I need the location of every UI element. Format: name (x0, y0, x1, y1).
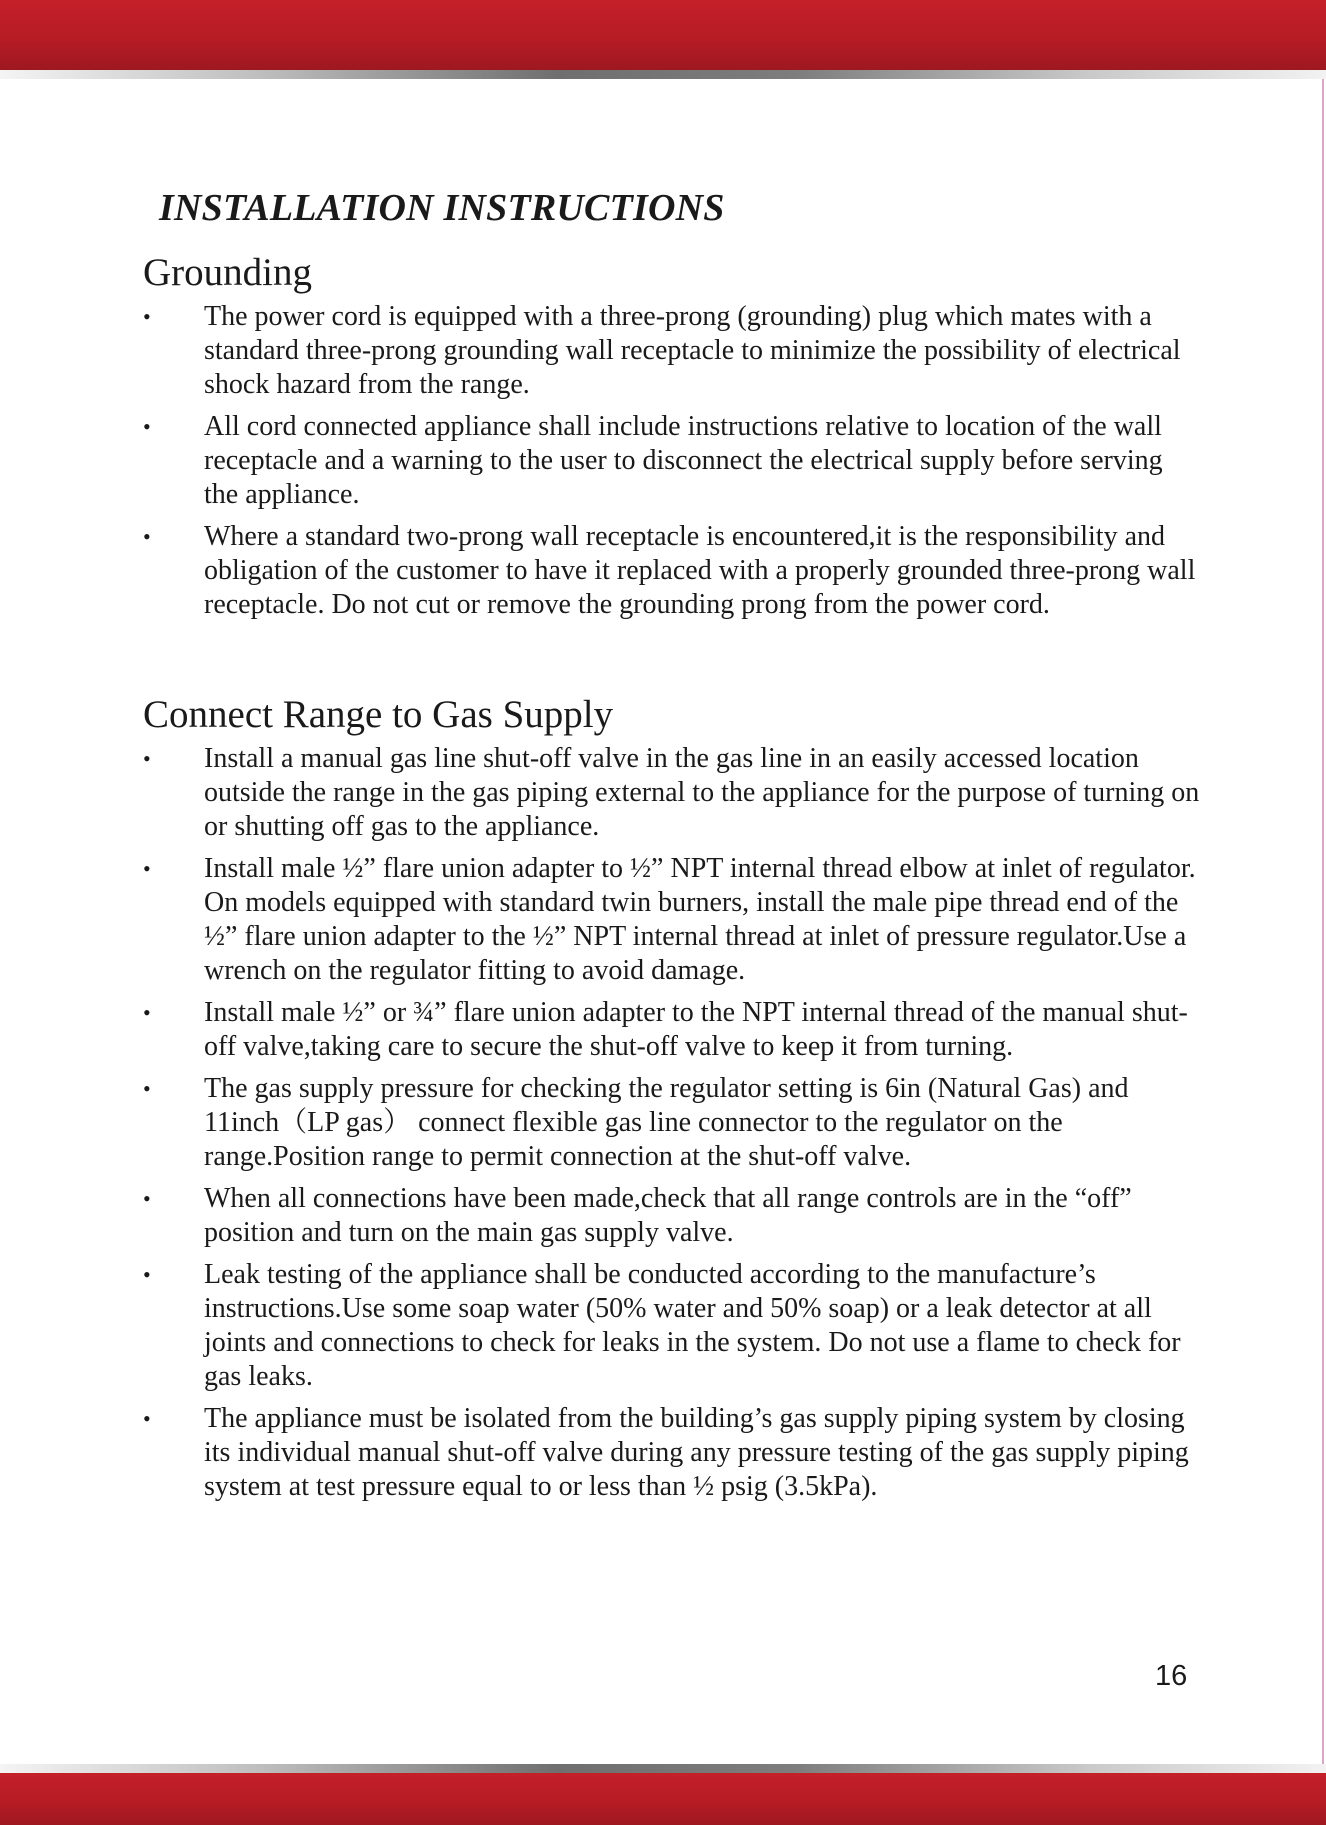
list-item (143, 1258, 1203, 1394)
list-item-text: All cord connected appliance shall include instructions relative to location of the wall receptacle and a warning to the user to disconnect the electrical supply before serving the appliance. (204, 411, 1163, 510)
header-rule (0, 70, 1326, 79)
list-item (143, 1182, 1203, 1250)
section-gas-supply (143, 688, 1203, 1504)
list-item-text: Leak testing of the appliance shall be conducted according to the manufacture’s instructions.Use some soap water (50% water and 50% soap) or a leak detector at all joints and connections to check for leaks in the system. Do not use a flame to check for gas leaks. (204, 1259, 1181, 1392)
bullet-marker: • (143, 1262, 151, 1287)
list-item-text: Install male ½” or ¾” flare union adapter to the NPT internal thread of the manual shut-off valve,taking care to secure the shut-off valve to keep it from turning. (204, 997, 1188, 1062)
list-item-text: When all connections have been made,check that all range controls are in the “off” position and turn on the main gas supply valve. (204, 1183, 1132, 1248)
bullet-marker: • (143, 1186, 151, 1211)
bullet-list (143, 742, 1203, 1504)
bullet-marker: • (143, 304, 151, 329)
list-item-text: The gas supply pressure for checking the regulator setting is 6in (Natural Gas) and 11inch（LP gas） connect flexible gas line connector to the regulator on the range.Position range to permit connection at the shut-off valve. (204, 1073, 1129, 1172)
bullet-marker: • (143, 1406, 151, 1431)
list-item (143, 300, 1203, 402)
page-edge (1322, 79, 1324, 1764)
list-item-text: Where a standard two-prong wall receptacle is encountered,it is the responsibility and obligation of the customer to have it replaced with a properly grounded three-prong wall receptacle. Do not cut or remove the grounding prong from the power cord. (204, 521, 1196, 620)
section-grounding (143, 246, 1203, 622)
list-item-text: Install a manual gas line shut-off valve in the gas line in an easily accessed location outside the range in the gas piping external to the appliance for the purpose of turning on or shutting off gas to the appliance. (204, 743, 1200, 842)
bullet-marker: • (143, 414, 151, 439)
bullet-marker: • (143, 524, 151, 549)
list-item-text: Install male ½” flare union adapter to ½” NPT internal thread elbow at inlet of regulator. On models equipped with standard twin burners, install the male pipe thread end of the ½” flare union adapter to the ½” NPT internal thread at inlet of pressure regulator.Use a wrench on the regulator fitting to avoid damage. (204, 853, 1196, 986)
footer-band (0, 1773, 1326, 1825)
list-item (143, 852, 1203, 988)
bullet-marker: • (143, 1076, 151, 1101)
page-content (143, 180, 1203, 1512)
section-title: Connect Range to Gas Supply (143, 693, 614, 736)
section-title: Grounding (143, 251, 312, 294)
list-item (143, 996, 1203, 1064)
list-item (143, 1072, 1203, 1174)
page-title: INSTALLATION INSTRUCTIONS (159, 187, 725, 229)
list-item (143, 1402, 1203, 1504)
list-item (143, 520, 1203, 622)
list-item-text: The appliance must be isolated from the building’s gas supply piping system by closing its individual manual shut-off valve during any pressure testing of the gas supply piping system at test pressure equal to or less than ½ psig (3.5kPa). (204, 1403, 1189, 1502)
list-item-text: The power cord is equipped with a three-prong (grounding) plug which mates with a standard three-prong grounding wall receptacle to minimize the possibility of electrical shock hazard from the range. (204, 301, 1181, 400)
bullet-marker: • (143, 856, 151, 881)
header-band (0, 0, 1326, 70)
footer-rule (0, 1764, 1326, 1773)
page-number: 16 (1155, 1660, 1188, 1692)
list-item (143, 742, 1203, 844)
bullet-marker: • (143, 1000, 151, 1025)
list-item (143, 410, 1203, 512)
bullet-marker: • (143, 746, 151, 771)
bullet-list (143, 300, 1203, 622)
